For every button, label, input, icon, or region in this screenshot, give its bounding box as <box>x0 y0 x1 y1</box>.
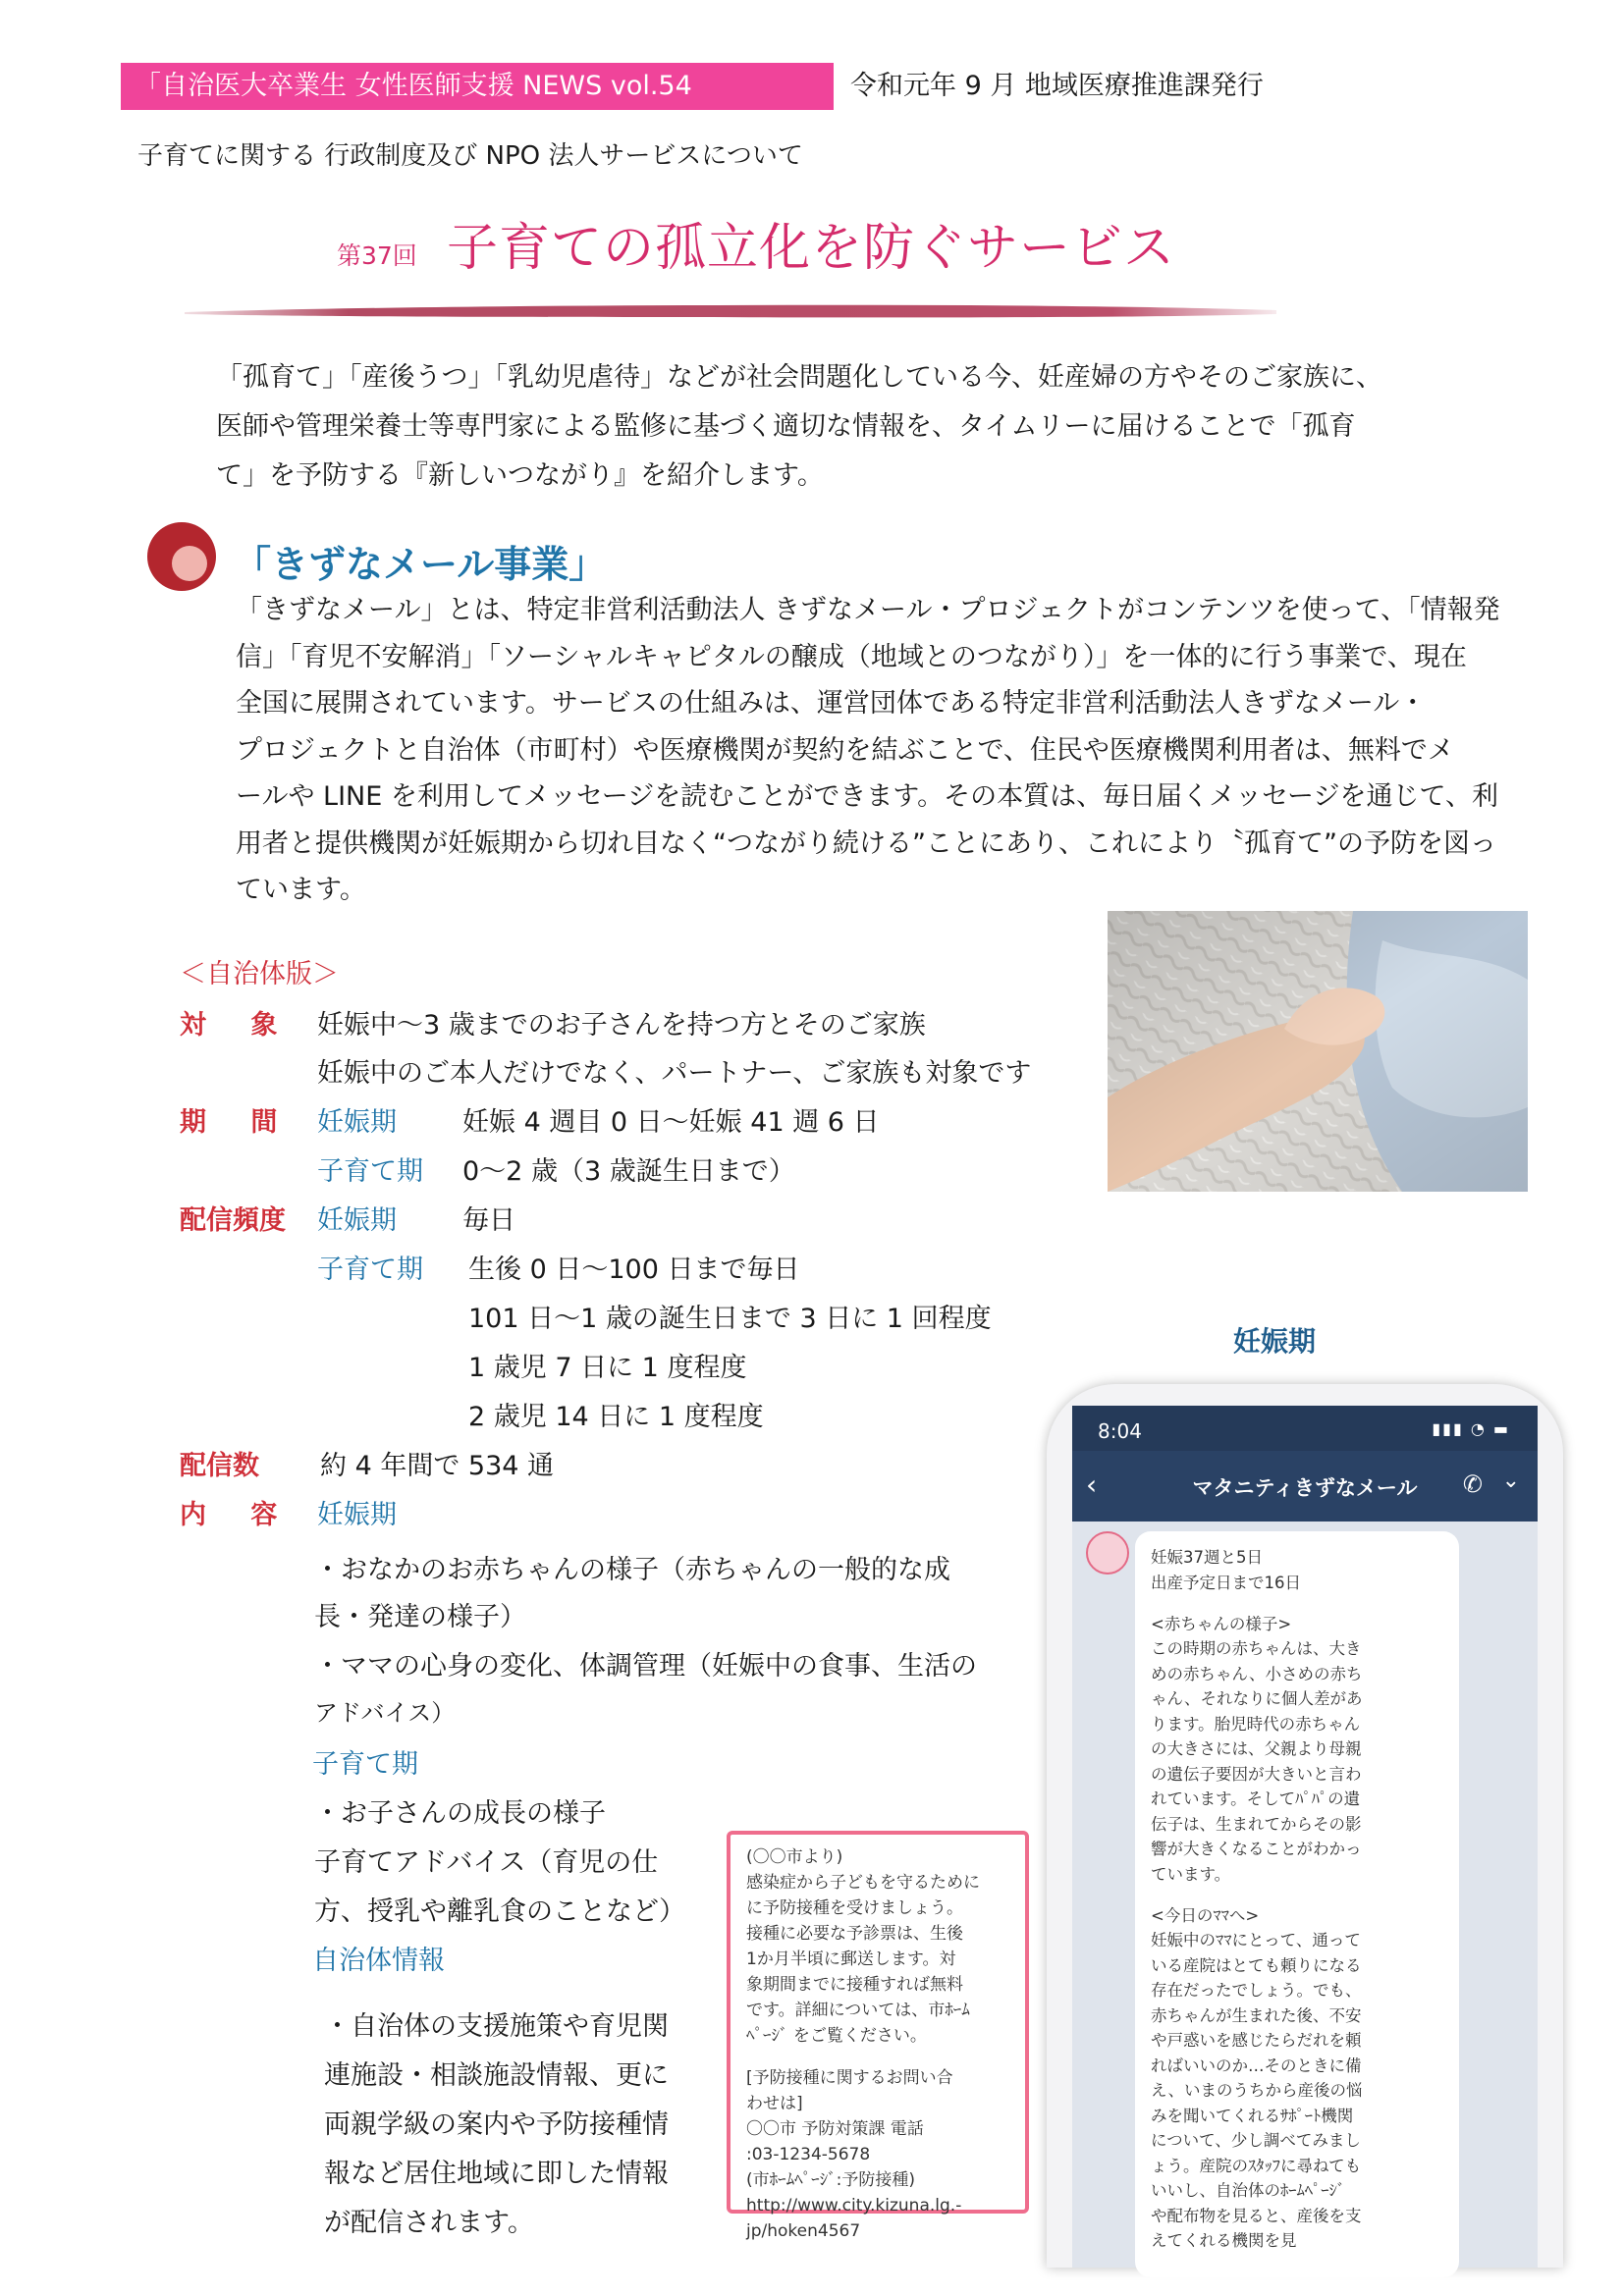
message-line: いいし、自治体のﾎｰﾑﾍﾟｰｼﾞ <box>1151 2181 1345 2200</box>
period-child-label: 子育て期 <box>317 1156 423 1187</box>
notice-line: わせは] <box>746 2094 803 2113</box>
series-number: 第37回 <box>337 241 417 270</box>
body-line: 信」「育児不安解消」「ソーシャルキャピタルの醸成（地域とのつながり）」を一体的に行う事業で、現在 <box>236 641 1467 672</box>
subheading: 子育てに関する 行政制度及び NPO 法人サービスについて <box>137 141 803 171</box>
message-bubble <box>1135 1531 1459 2277</box>
notice-line: です。詳細については、市ﾎｰﾑ <box>746 2001 970 2020</box>
notice-line: に予防接種を受けましょう。 <box>746 1898 963 1918</box>
message-text <box>1151 1545 1443 2254</box>
message-line <box>1151 1595 1443 1612</box>
message-line: の大きさには、父親より母親 <box>1151 1739 1362 1758</box>
issue-info: 令和元年 9 月 地域医療推進課発行 <box>850 71 1264 101</box>
notice-line: [予防接種に関するお問い合 <box>746 2068 953 2088</box>
content-text: 子育てアドバイス（育児の仕 <box>314 1847 659 1878</box>
message-line: <赤ちゃんの様子> <box>1151 1614 1292 1633</box>
notice-line <box>746 2049 1009 2065</box>
phone-screen <box>1072 1406 1538 2268</box>
notice-line: :03-1234-5678 <box>746 2145 871 2164</box>
body-line: 「きずなメール」とは、特定非営利活動法人 きずなメール・プロジェクトがコンテンツを使って、「情報発 <box>236 595 1500 625</box>
freq-preg-text: 毎日 <box>462 1205 515 1236</box>
intro-paragraph <box>216 353 1424 501</box>
message-line: 響が大きくなることがわかっ <box>1151 1840 1362 1858</box>
body-line: ールや LINE を利用してメッセージを読むことができます。その本質は、毎日届くメッセージを通じて、利 <box>236 781 1498 812</box>
message-line: みを聞いてくれるｻﾎﾟｰﾄ機関 <box>1151 2106 1354 2125</box>
signal-icon: ▮▮▮ ◔ ▬ <box>1432 1419 1510 1438</box>
section-body <box>236 587 1500 914</box>
intro-line: 医師や管理栄養士等専門家による監修に基づく適切な情報を、タイムリーに届けることで「孤育 <box>216 411 1356 442</box>
section-title: 「きずなメール事業」 <box>234 543 607 586</box>
freq-child-text: 生後 0 日～100 日まで毎日 <box>468 1255 800 1285</box>
message-line <box>1151 1887 1443 1903</box>
count-label: 配信数 <box>180 1451 259 1481</box>
page-title: 子育ての孤立化を防ぐサービス <box>447 219 1176 278</box>
body-line: ています。 <box>236 875 366 905</box>
phone-call-icon[interactable]: ✆ <box>1462 1470 1483 1498</box>
notice-line: http://www.city.kizuna.lg.- <box>746 2196 962 2216</box>
version-heading: ＜自治体版＞ <box>180 959 339 989</box>
intro-line: 「孤育て」「産後うつ」「乳幼児虐待」などが社会問題化している今、妊産婦の方やそのご家族に、 <box>216 362 1382 393</box>
content-text: 方、授乳や離乳食のことなど） <box>314 1896 685 1927</box>
content-text: ・おなかのお赤ちゃんの様子（赤ちゃんの一般的な成 <box>314 1555 950 1585</box>
target-text: 妊娠中のご本人だけでなく、パートナー、ご家族も対象です <box>317 1058 1032 1089</box>
notice-card <box>727 1831 1029 2241</box>
status-bar <box>1072 1406 1538 1451</box>
notice-line: (市ﾎｰﾑﾍﾟｰｼﾞ:予防接種) <box>746 2170 915 2190</box>
period-preg-label: 妊娠期 <box>317 1107 397 1138</box>
freq-preg-label: 妊娠期 <box>317 1205 397 1236</box>
freq-child-label: 子育て期 <box>317 1255 423 1285</box>
notice-line: 象期間までに接種すれば無料 <box>746 1975 963 1995</box>
content-gov-line: が配信されます。 <box>324 2208 534 2238</box>
content-gov-text <box>324 2002 669 2248</box>
phone-mockup <box>1047 1384 1563 2268</box>
frequency-label: 配信頻度 <box>180 1205 286 1236</box>
freq-child-text: 2 歳児 14 日に 1 度程度 <box>468 1402 764 1432</box>
back-icon[interactable]: ‹ <box>1086 1468 1098 1501</box>
message-line: いる産院はとても頼りになる <box>1151 1955 1362 1975</box>
notice-line: 感染症から子どもを守るために <box>746 1873 980 1893</box>
newsletter-banner: 「自治医大卒業生 女性医師支援 NEWS vol.54 <box>121 63 834 110</box>
baby-hand-photo <box>1108 911 1528 1192</box>
brush-stroke-divider <box>185 300 1276 322</box>
content-gov-line: ・自治体の支援施策や育児関 <box>324 2011 669 2042</box>
notice-line: (〇〇市より) <box>746 1847 843 1867</box>
content-preg-label: 妊娠期 <box>317 1500 397 1530</box>
content-text: ・お子さんの成長の様子 <box>314 1798 606 1829</box>
message-line: ります。胎児時代の赤ちゃん <box>1151 1714 1361 1734</box>
chevron-down-icon[interactable]: ⌄ <box>1501 1468 1520 1493</box>
notice-line: jp/hoken4567 <box>746 2221 861 2241</box>
phase-label: 妊娠期 <box>1233 1325 1317 1358</box>
message-line: や戸惑いを感じたらだれを頼 <box>1151 2031 1362 2050</box>
message-line: 出産予定日まで16日 <box>1151 1573 1301 1592</box>
content-gov-line: 連施設・相談施設情報、更に <box>324 2060 669 2091</box>
target-label: 対 象 <box>180 1010 296 1041</box>
message-line: 妊娠37週と5日 <box>1151 1548 1263 1567</box>
period-child-text: 0～2 歳（3 歳誕生日まで） <box>462 1156 795 1187</box>
freq-child-text: 101 日～1 歳の誕生日まで 3 日に 1 回程度 <box>468 1304 992 1334</box>
chat-title: マタニティきずなメール <box>1192 1476 1418 1500</box>
message-line: について、少し調べてみまし <box>1151 2131 1361 2150</box>
message-line: 伝子は、生まれてからその影 <box>1151 1814 1362 1834</box>
content-label: 内 容 <box>180 1500 296 1530</box>
message-line: 存在だったでしょう。でも、 <box>1151 1981 1362 2000</box>
avatar <box>1086 1531 1129 1575</box>
clock: 8:04 <box>1098 1419 1142 1443</box>
intro-line: て」を予防する『新しいつながり』を紹介します。 <box>216 460 824 491</box>
freq-child-text: 1 歳児 7 日に 1 度程度 <box>468 1353 747 1383</box>
notice-text <box>746 1844 1009 2244</box>
message-line: <今日のﾏﾏへ> <box>1151 1905 1260 1925</box>
target-text: 妊娠中～3 歳までのお子さんを持つ方とそのご家族 <box>317 1010 926 1041</box>
content-text: 長・発達の様子） <box>314 1602 526 1632</box>
content-text: アドバイス） <box>314 1699 456 1727</box>
message-line: れています。そしてﾊﾟﾊﾟの遺 <box>1151 1789 1361 1808</box>
message-line: 妊娠中のﾏﾏにとって、通って <box>1151 1931 1361 1949</box>
message-line: ています。 <box>1151 1864 1231 1884</box>
message-line: めの赤ちゃん、小さめの赤ち <box>1151 1664 1363 1683</box>
content-gov-label: 自治体情報 <box>312 1946 445 1976</box>
notice-line: 接種に必要な予診票は、生後 <box>746 1924 963 1944</box>
content-gov-line: 両親学級の案内や予防接種情 <box>324 2109 669 2140</box>
body-line: プロジェクトと自治体（市町村）や医療機関が契約を結ぶことで、住民や医療機関利用者は、無料でメ <box>236 734 1454 766</box>
content-gov-line: 報など居住地域に即した情報 <box>324 2159 669 2189</box>
chat-header <box>1072 1451 1538 1522</box>
message-line: ゃん、それなりに個人差があ <box>1151 1689 1363 1708</box>
content-child-label: 子育て期 <box>312 1749 418 1780</box>
circle-bullet-icon <box>145 520 218 593</box>
message-line: ょう。産院のｽﾀｯﾌに尋ねても <box>1151 2156 1362 2175</box>
period-preg-text: 妊娠 4 週目 0 日～妊娠 41 週 6 日 <box>462 1107 880 1138</box>
message-line: の遺伝子要因が大きいと言わ <box>1151 1764 1362 1784</box>
notice-line: ﾍﾟｰｼﾞ をご覧ください。 <box>746 2026 927 2046</box>
message-line: え、いまのうちから産後の悩 <box>1151 2081 1363 2100</box>
notice-line: 〇〇市 予防対策課 電話 <box>746 2119 924 2139</box>
message-line: や配布物を見ると、産後を支 <box>1151 2206 1362 2225</box>
body-line: 用者と提供機関が妊娠期から切れ目なく“つながり続ける”ことにあり、これにより〝孤育て”の予防を図っ <box>236 828 1496 859</box>
count-text: 約 4 年間で 534 通 <box>320 1451 555 1481</box>
body-line: 全国に展開されています。サービスの仕組みは、運営団体である特定非営利活動法人きずなメール・ <box>236 688 1427 719</box>
notice-line: 1か月半頃に郵送します。対 <box>746 1949 956 1969</box>
message-line: ればいいのか…そのときに備 <box>1151 2056 1362 2075</box>
message-line: この時期の赤ちゃんは、大き <box>1151 1639 1362 1658</box>
period-label: 期 間 <box>180 1107 296 1138</box>
message-line: えてくれる機関を見 <box>1151 2231 1297 2250</box>
message-line: 赤ちゃんが生まれた後、不安 <box>1151 2005 1362 2025</box>
content-text: ・ママの心身の変化、体調管理（妊娠中の食事、生活の <box>314 1651 977 1682</box>
